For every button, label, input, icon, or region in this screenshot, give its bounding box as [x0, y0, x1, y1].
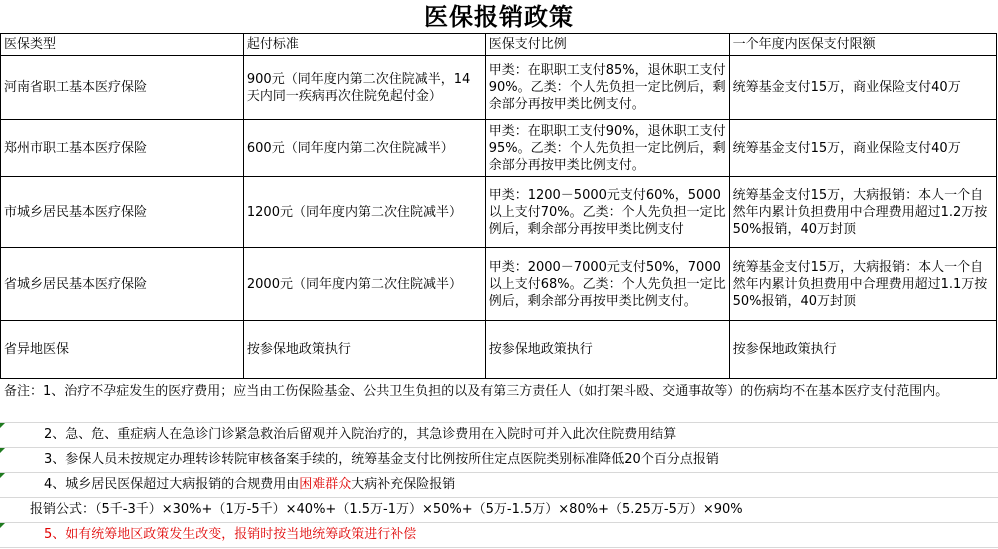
- note-2: [0, 423, 998, 448]
- table-row: [1, 56, 997, 120]
- cell-ratio: 甲类：1200－5000元支付60%，5000以上支付70%。乙类：个人先负担一定比例后，剩余部分再按甲类比例支付: [485, 177, 729, 248]
- note-5: [0, 523, 998, 548]
- cell-type: 市城乡居民基本医疗保险: [1, 177, 244, 248]
- cell-limit: 统筹基金支付15万，商业保险支付40万: [729, 120, 996, 177]
- cell-threshold: 2000元（同年度内第二次住院减半）: [243, 248, 485, 321]
- header-threshold: 起付标准: [243, 34, 485, 56]
- cell-type: 郑州市职工基本医疗保险: [1, 120, 244, 177]
- note-1-text: 备注：1、治疗不孕症发生的医疗费用；应当由工伤保险基金、公共卫生负担的以及有第三方责任人（如打架斗殴、交通事故等）的伤病均不在基本医疗支付范围内。: [4, 384, 949, 399]
- cell-ratio: 甲类：2000－7000元支付50%，7000以上支付68%。乙类：个人先负担一定比例后，剩余部分再按甲类比例支付。: [485, 248, 729, 321]
- cell-threshold: 按参保地政策执行: [243, 321, 485, 379]
- cell-type: 河南省职工基本医疗保险: [1, 56, 244, 120]
- header-limit: 一个年度内医保支付限额: [729, 34, 996, 56]
- cell-threshold: 1200元（同年度内第二次住院减半）: [243, 177, 485, 248]
- cell-ratio: 甲类：在职职工支付85%，退休职工支付90%。乙类：个人先负担一定比例后，剩余部分再按甲类比例支付。: [485, 56, 729, 120]
- header-ratio: 医保支付比例: [485, 34, 729, 56]
- note-1: [0, 381, 998, 423]
- cell-limit: 统筹基金支付15万，大病报销：本人一个自然年内累计负担费用中合理费用超过1.2万按50%报销，40万封顶: [729, 177, 996, 248]
- note-4-highlight: 困难群众: [299, 477, 352, 492]
- note-3-text: 3、参保人员未按规定办理转诊转院审核备案手续的，统筹基金支付比例按所住定点医院类别标准降低20个百分点报销: [44, 452, 719, 467]
- cell-type: 省异地医保: [1, 321, 244, 379]
- note-2-text: 2、急、危、重症病人在急诊门诊紧急救治后留观并入院治疗的，其急诊费用在入院时可并入此次住院费用结算: [44, 427, 677, 442]
- note-5-text: 5、如有统筹地区政策发生改变，报销时按当地统筹政策进行补偿: [44, 527, 417, 542]
- note-4-text-pre: 4、城乡居民医保超过大病报销的合规费用由: [44, 477, 300, 492]
- formula: [0, 498, 998, 523]
- formula-text: 报销公式：（5千-3千）×30%+（1万-5千）×40%+（1.5万-1万）×50%+（5万-1.5万）×80%+（5.25万-5万）×90%: [30, 502, 743, 517]
- table-row: [1, 177, 997, 248]
- note-4-text-post: 大病补充保险报销: [351, 477, 456, 492]
- cell-threshold: 600元（同年度内第二次住院减半）: [243, 120, 485, 177]
- table-row: [1, 120, 997, 177]
- note-3: [0, 448, 998, 473]
- cell-threshold: 900元（同年度内第二次住院减半，14天内同一疾病再次住院免起付金）: [243, 56, 485, 120]
- cell-limit: 统筹基金支付15万，大病报销：本人一个自然年内累计负担费用中合理费用超过1.1万按50%报销，40万封顶: [729, 248, 996, 321]
- cell-marker-icon: [0, 423, 5, 428]
- cell-marker-icon: [0, 473, 5, 478]
- cell-ratio: 按参保地政策执行: [485, 321, 729, 379]
- header-type: 医保类型: [1, 34, 244, 56]
- cell-limit: 按参保地政策执行: [729, 321, 996, 379]
- note-4: [0, 473, 998, 498]
- table-row: [1, 248, 997, 321]
- cell-marker-icon: [0, 523, 5, 528]
- table-header-row: [1, 34, 997, 56]
- cell-type: 省城乡居民基本医疗保险: [1, 248, 244, 321]
- policy-table: [0, 33, 997, 379]
- table-row: [1, 321, 997, 379]
- cell-marker-icon: [0, 448, 5, 453]
- page-title: 医保报销政策: [424, 2, 574, 31]
- notes-section: [0, 381, 998, 548]
- cell-limit: 统筹基金支付15万，商业保险支付40万: [729, 56, 996, 120]
- cell-ratio: 甲类：在职职工支付90%，退休职工支付95%。乙类：个人先负担一定比例后，剩余部分再按甲类比例支付。: [485, 120, 729, 177]
